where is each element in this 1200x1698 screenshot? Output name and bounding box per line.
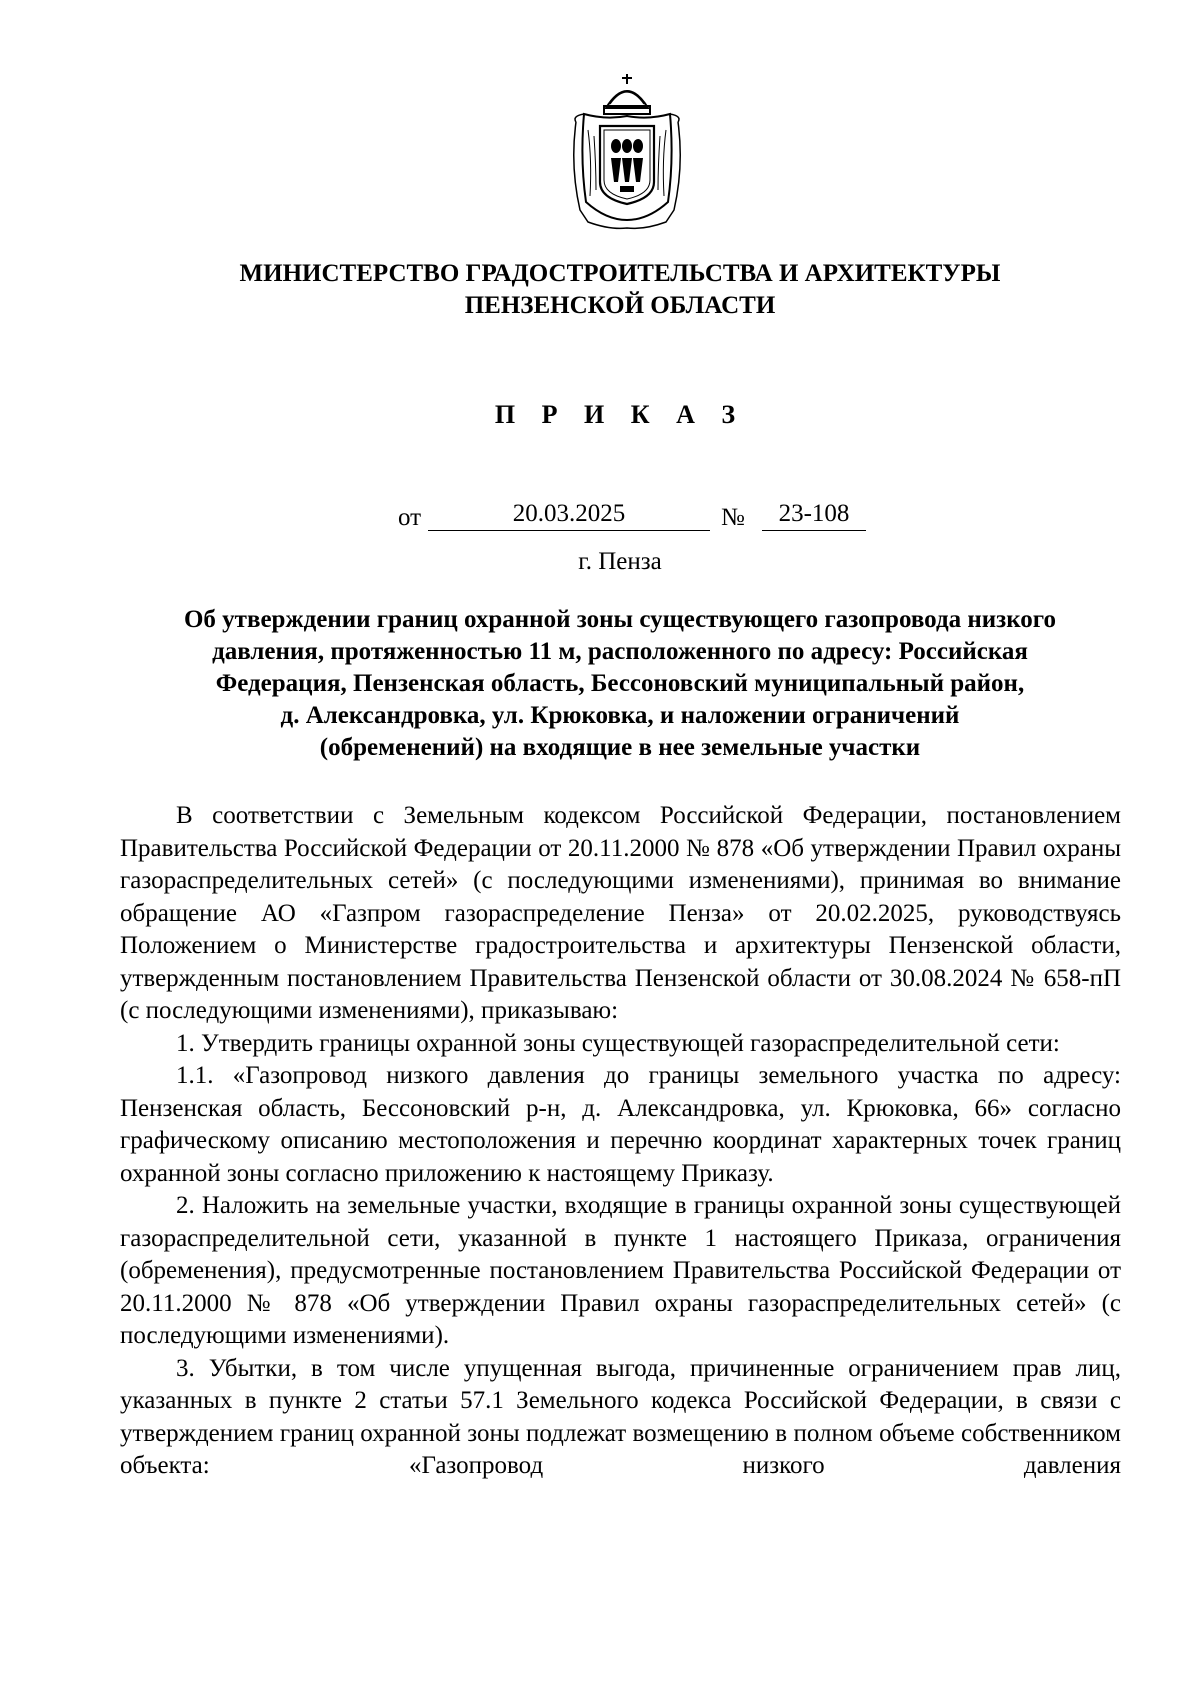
subject-line3: Федерация, Пензенская область, Бессоновский муниципальный район,: [215, 670, 1025, 697]
item-2-paragraph: 2. Наложить на земельные участки, входящие в границы охранной зоны существующей газораспределительной сети, указанной в пункте 1 настоящего Приказа, ограничения (обременения), предусмотренные постановлением Правительства Российской Федерации от 20.11.2000 № 878 «Об утверждении Правил охраны газораспределительных сетей» (с последующими изменениями).: [120, 1192, 1121, 1349]
item-1-paragraph: 1. Утвердить границы охранной зоны существующей газораспределительной сети:: [176, 1029, 1060, 1057]
penza-coat-of-arms-icon: [566, 70, 688, 230]
date-prefix-label: от: [398, 504, 422, 531]
preamble-paragraph: В соответствии с Земельным кодексом Российской Федерации, постановлением Правительства Российской Федерации от 20.11.2000 № 878 «Об утверждении Правил охраны газораспределительных сетей» (с последующими изменениями), принимая во внимание обращение АО «Газпром газораспределение Пенза» от 20.02.2025, руководствуясь Положением о Министерстве градостроительства и архитектуры Пензенской области, утвержденным постановлением Правительства Пензенской области от 30.08.2024 № 658-пП (с последующими изменениями), приказываю:: [120, 802, 1121, 1024]
subject-line2: давления, протяженностью 11 м, расположенного по адресу: Российская: [212, 638, 1028, 665]
number-prefix-label: №: [721, 504, 745, 531]
order-date: 20.03.2025: [428, 500, 710, 531]
order-title: П Р И К А З: [494, 400, 746, 429]
subject-line1: Об утверждении границ охранной зоны существующего газопровода низкого: [183, 606, 1057, 633]
item-1-1-paragraph: 1.1. «Газопровод низкого давления до границы земельного участка по адресу: Пензенская область, Бессоновский р-н, д. Александровка, ул. Крюковка, 66» согласно графическому описанию местоположения и перечню координат характерных точек границ охранной зоны согласно приложению к настоящему Приказу.: [120, 1062, 1121, 1187]
subject-line4: д. Александровка, ул. Крюковка, и наложении ограничений: [280, 702, 960, 729]
item-3-paragraph: 3. Убытки, в том числе упущенная выгода, причиненные ограничением прав лиц, указанных в пункте 2 статьи 57.1 Земельного кодекса Российской Федерации, в связи с утверждением границ охранной зоны подлежат возмещению в полном объеме собственником объекта: «Газопровод низкого давления: [120, 1354, 1121, 1479]
order-number: 23-108: [762, 500, 866, 531]
city-label: г. Пенза: [578, 548, 662, 575]
subject-line5: (обременений) на входящие в нее земельные участки: [319, 734, 921, 761]
order-subject: [120, 604, 1120, 764]
order-body: [120, 800, 1121, 1483]
ministry-name: [120, 258, 1120, 322]
ministry-name-line2: ПЕНЗЕНСКОЙ ОБЛАСТИ: [464, 292, 776, 319]
ministry-name-line1: МИНИСТЕРСТВО ГРАДОСТРОИТЕЛЬСТВА И АРХИТЕКТУРЫ: [239, 260, 1001, 287]
